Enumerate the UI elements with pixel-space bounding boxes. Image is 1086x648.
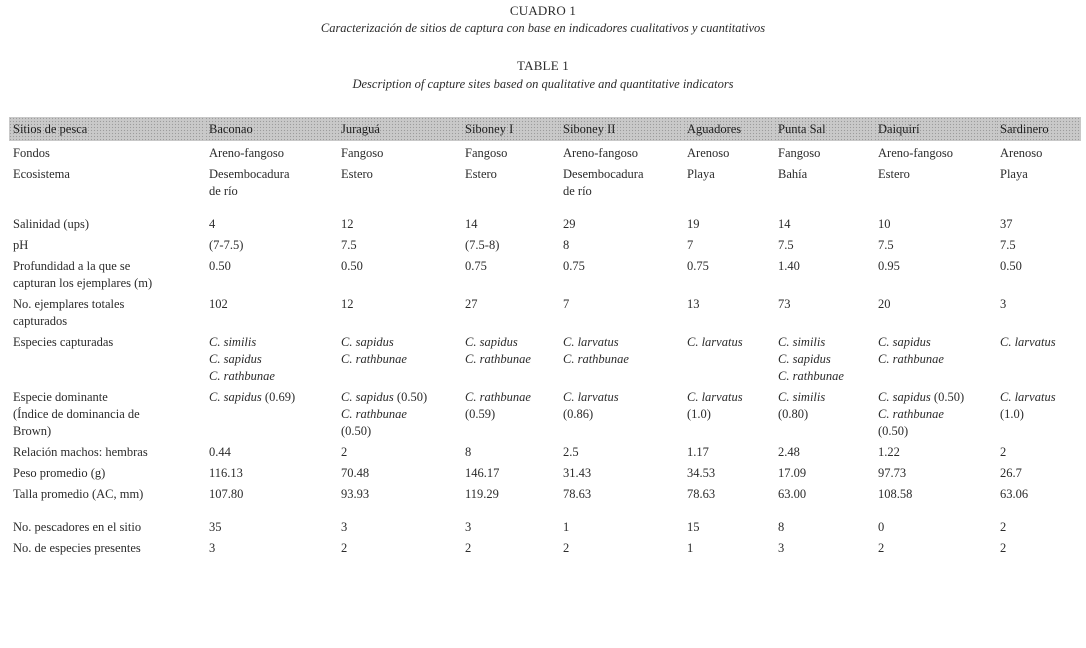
table-cell: 2.5 — [563, 445, 579, 459]
column-header-site: Aguadores — [683, 117, 774, 141]
table-cell: 1.40 — [778, 259, 800, 273]
table-cell: 63.00 — [778, 487, 807, 501]
table-cell: C. sapidus C. rathbunae — [341, 335, 407, 366]
table-row — [9, 482, 1081, 503]
table-cell: 63.06 — [1000, 487, 1029, 501]
table-cell: Desembocadura de río — [563, 167, 644, 198]
table-cell: 2 — [1000, 520, 1007, 534]
table-cell: 12 — [341, 217, 354, 231]
table-cell: C. sapidus C. rathbunae — [878, 335, 944, 366]
table-cell: 3 — [465, 520, 472, 534]
table-cell: C. similis C. sapidus C. rathbunae — [209, 335, 275, 383]
table-cell: 1.17 — [687, 445, 709, 459]
table-cell: C. larvatus (1.0) — [687, 390, 743, 421]
column-header-site: Juraguá — [337, 117, 461, 141]
table-cell: C. larvatus (1.0) — [1000, 390, 1056, 421]
table-cell: 3 — [341, 520, 348, 534]
table-cell: 1 — [563, 520, 570, 534]
row-label: Especie dominante (Índice de dominancia de Brown) — [13, 390, 140, 438]
table-cell: 2 — [341, 445, 348, 459]
table-cell: 146.17 — [465, 466, 500, 480]
row-label: Salinidad (ups) — [13, 217, 90, 231]
table-row — [9, 385, 1081, 440]
table-cell: 107.80 — [209, 487, 244, 501]
table-cell: 1 — [687, 541, 694, 555]
table-cell: Estero — [465, 167, 497, 181]
table-cell: C. sapidus (0.69) — [209, 390, 296, 404]
table-cell: 19 — [687, 217, 700, 231]
column-header-site: Daiquirí — [874, 117, 996, 141]
column-header-site: Siboney II — [559, 117, 683, 141]
table-cell: C. similis C. sapidus C. rathbunae — [778, 335, 844, 383]
table-cell: 1.22 — [878, 445, 900, 459]
table-cell: 0.50 — [209, 259, 231, 273]
table-row — [9, 200, 1081, 233]
table-cell: 2 — [341, 541, 348, 555]
table-cell: 7.5 — [341, 238, 357, 252]
table-cell: 35 — [209, 520, 222, 534]
table-cell: 7 — [563, 297, 570, 311]
row-label: Talla promedio (AC, mm) — [13, 487, 144, 501]
table-cell: C. sapidus (0.50) C. rathbunae (0.50) — [341, 390, 428, 438]
table-row — [9, 536, 1081, 557]
table-body — [9, 141, 1081, 557]
table-cell: 108.58 — [878, 487, 913, 501]
table-cell: 17.09 — [778, 466, 807, 480]
table-cell: Fangoso — [465, 146, 508, 160]
table-row — [9, 330, 1081, 385]
table-cell: 0.75 — [563, 259, 585, 273]
table-cell: C. larvatus C. rathbunae — [563, 335, 629, 366]
table-row — [9, 141, 1081, 162]
table-row — [9, 292, 1081, 330]
table-cell: 3 — [778, 541, 785, 555]
row-label: No. de especies presentes — [13, 541, 141, 555]
column-header-site: Punta Sal — [774, 117, 874, 141]
table-cell: 7.5 — [778, 238, 794, 252]
table-cell: C. larvatus — [1000, 335, 1056, 349]
table-cell: 26.7 — [1000, 466, 1022, 480]
table-cell: 37 — [1000, 217, 1013, 231]
row-label: No. ejemplares totales capturados — [13, 297, 125, 328]
table-cell: Fangoso — [341, 146, 384, 160]
table-cell: 3 — [209, 541, 216, 555]
table-cell: 7.5 — [1000, 238, 1016, 252]
table-cell: 10 — [878, 217, 891, 231]
row-label: Especies capturadas — [13, 335, 114, 349]
table-cell: 0 — [878, 520, 885, 534]
table-cell: Areno-fangoso — [878, 146, 953, 160]
table-cell: 29 — [563, 217, 576, 231]
table-cell: 97.73 — [878, 466, 907, 480]
table-label: TABLE 1 — [517, 58, 569, 73]
table-cell: 12 — [341, 297, 354, 311]
table-cell: Estero — [878, 167, 910, 181]
table-cell: 14 — [465, 217, 478, 231]
row-label: pH — [13, 238, 29, 252]
table-cell: 73 — [778, 297, 791, 311]
table-cell: Fangoso — [778, 146, 821, 160]
table-cell: 4 — [209, 217, 216, 231]
table-cell: C. sapidus (0.50) C. rathbunae (0.50) — [878, 390, 965, 438]
table-row — [9, 162, 1081, 200]
table-cell: 8 — [778, 520, 785, 534]
table-row — [9, 440, 1081, 461]
table-cell: 14 — [778, 217, 791, 231]
table-cell: Areno-fangoso — [563, 146, 638, 160]
column-header-site: Sardinero — [996, 117, 1081, 141]
table-cell: 2 — [465, 541, 472, 555]
table-title: Description of capture sites based on qualitative and quantitative indicators — [352, 77, 734, 91]
row-label: Fondos — [13, 146, 50, 160]
table-cell: Playa — [687, 167, 715, 181]
row-label: No. pescadores en el sitio — [13, 520, 142, 534]
table-cell: (7-7.5) — [209, 238, 244, 252]
table-cell: 27 — [465, 297, 478, 311]
table-cell: Bahía — [778, 167, 808, 181]
table-cell: 70.48 — [341, 466, 370, 480]
column-header-site: Baconao — [205, 117, 337, 141]
row-label: Relación machos: hembras — [13, 445, 148, 459]
table-cell: 34.53 — [687, 466, 716, 480]
table-cell: 78.63 — [687, 487, 716, 501]
table-cell: 78.63 — [563, 487, 592, 501]
table-cell: 8 — [465, 445, 472, 459]
table-cell: C. larvatus (0.86) — [563, 390, 619, 421]
table-cell: 20 — [878, 297, 891, 311]
row-label: Peso promedio (g) — [13, 466, 106, 480]
table-cell: 0.44 — [209, 445, 231, 459]
table-cell: C. sapidus C. rathbunae — [465, 335, 531, 366]
table-cell: Areno-fangoso — [209, 146, 284, 160]
table-cell: 7.5 — [878, 238, 894, 252]
table-cell: C. rathbunae (0.59) — [465, 390, 531, 421]
row-label: Profundidad a la que se capturan los ejemplares (m) — [13, 259, 153, 290]
table-cell: C. similis (0.80) — [778, 390, 826, 421]
table-cell: 2 — [563, 541, 570, 555]
table-cell: Estero — [341, 167, 373, 181]
capture-sites-table — [9, 117, 1081, 557]
table-cell: 2 — [878, 541, 885, 555]
table-cell: (7.5-8) — [465, 238, 500, 252]
table-row — [9, 503, 1081, 536]
table-row — [9, 461, 1081, 482]
table-cell: 8 — [563, 238, 570, 252]
table-cell: C. larvatus — [687, 335, 743, 349]
table-cell: 0.95 — [878, 259, 900, 273]
table-row — [9, 254, 1081, 292]
row-label: Ecosistema — [13, 167, 70, 181]
table-cell: 2.48 — [778, 445, 800, 459]
cuadro-label: CUADRO 1 — [509, 3, 577, 18]
column-header-sites: Sitios de pesca — [9, 117, 205, 141]
table-cell: 0.75 — [465, 259, 487, 273]
table-cell: Playa — [1000, 167, 1028, 181]
table-cell: 2 — [1000, 541, 1007, 555]
table-cell: 0.75 — [687, 259, 709, 273]
table-cell: 3 — [1000, 297, 1007, 311]
table-cell: 31.43 — [563, 466, 592, 480]
table-cell: 7 — [687, 238, 694, 252]
table-cell: 116.13 — [209, 466, 243, 480]
table-cell: 2 — [1000, 445, 1007, 459]
table-cell: Arenoso — [687, 146, 730, 160]
table-cell: 93.93 — [341, 487, 370, 501]
table-cell: Desembocadura de río — [209, 167, 290, 198]
table-cell: 119.29 — [465, 487, 499, 501]
table-cell: 102 — [209, 297, 228, 311]
table-cell: Arenoso — [1000, 146, 1043, 160]
table-cell: 15 — [687, 520, 700, 534]
table-cell: 13 — [687, 297, 700, 311]
table-header-row — [9, 117, 1081, 141]
table-cell: 0.50 — [1000, 259, 1022, 273]
cuadro-title: Caracterización de sitios de captura con base en indicadores cualitativos y cuantitativos — [320, 21, 766, 35]
table-cell: 0.50 — [341, 259, 363, 273]
table-row — [9, 233, 1081, 254]
column-header-site: Siboney I — [461, 117, 559, 141]
